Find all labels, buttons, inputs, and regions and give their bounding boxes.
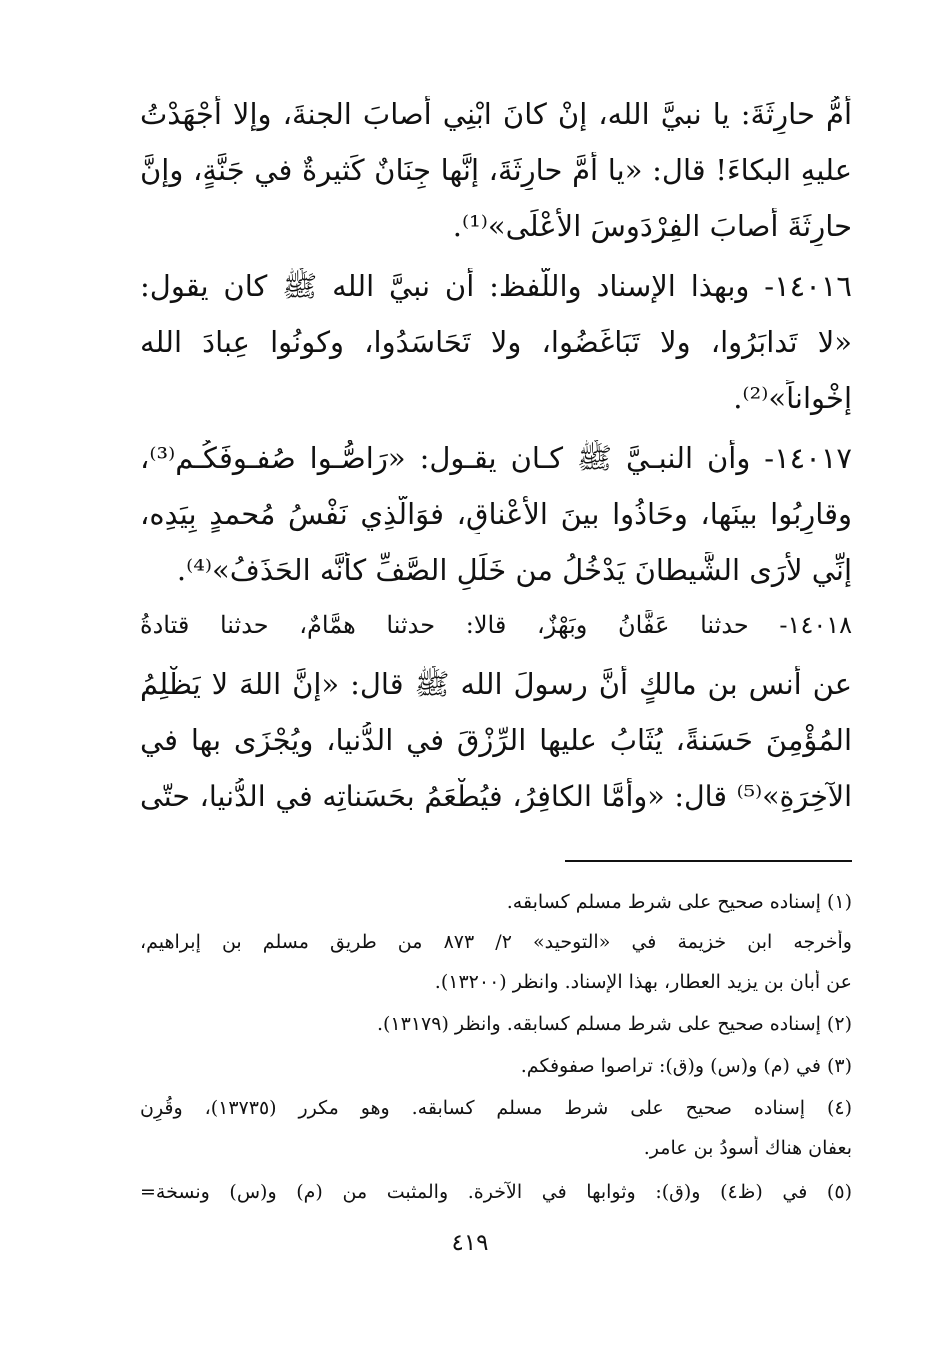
hadith-14017-line: ١٤٠١٧- وأن النبـيَّ ﷺ كـان يقـول: «رَاصُّـوا صُفـوفَكُـم⁽³⁾، [140,441,852,475]
footnote-line: (٤) إسناده صحيح على شرط مسلم كسابقه. وهو مكرر (١٣٧٣٥)، وقُرِن [140,1097,852,1119]
main-text-line: إنِّي لأَرَى الشَّيطانَ يَدْخُلُ من خَلَلِ الصَّفِّ كأنَّه الحَذَفُ»⁽⁴⁾. [176,553,852,587]
main-text-line: الآخِرَةِ»⁽⁵⁾ قال: «وأمَّا الكافِرُ، فيُطْعَمُ بحَسَناتِه في الدُّنيا، حتّى [140,780,852,813]
main-text-line: وقارِبُوا بينَها، وحَاذُوا بينَ الأَعْناقِ، فوَالَّذِي نَفْسُ مُحمدٍ بِيَدِه، [140,497,852,531]
footnote-line: وأخرجه ابن خزيمة في «التوحيد» ٢/ ٨٧٣ من طريق مسلم بن إبراهيم، [140,931,852,953]
main-text-line: حارِثَةَ أَصابَ الفِرْدَوسَ الأَعْلَى»⁽¹⁾. [452,209,852,243]
footnote-line: (١) إسناده صحيح على شرط مسلم كسابقه. [506,891,852,913]
main-text-line: أُمُّ حارِثَةَ: يا نبيَّ الله، إنْ كانَ ابْنِي أَصابَ الجنةَ، وإلا أَجْهَدْتُ [140,97,852,131]
hadith-14016-line: ١٤٠١٦- وبهذا الإسناد واللَّفظ: أن نبيَّ الله ﷺ كان يقول: [140,269,852,303]
footnote-separator [565,860,852,862]
main-text-line: إخْواناً»⁽²⁾. [733,381,852,415]
main-text-line: «لا تَدابَرُوا، ولا تَبَاغَضُوا، ولا تَحَاسَدُوا، وكونُوا عِبادَ الله [140,325,852,359]
main-text-line: عن أَنس بن مالكٍ أَنَّ رسولَ الله ﷺ قال: «إنَّ اللهَ لا يَظْلِمُ [140,667,852,701]
footnote-line: بعفان هناك أسودُ بن عامر. [643,1137,852,1159]
footnote-line: عن أبان بن يزيد العطار، بهذا الإسناد. وانظر (١٣٢٠٠). [434,971,852,993]
footnote-line: (٥) في (ظ٤) و(ق): وثوابها في الآخرة. والمثبت من (م) و(س) ونسخة= [140,1181,852,1203]
main-text-line: المُؤْمِنَ حَسَنةً، يُثَابُ عليها الرِّزْقَ في الدُّنيا، ويُجْزَى بها في [140,723,852,757]
footnote-line: (٢) إسناده صحيح على شرط مسلم كسابقه. وانظر (١٣١٧٩). [376,1013,852,1035]
page-number: ٤١٩ [451,1230,489,1256]
footnote-line: (٣) في (م) و(س) و(ق): تراصوا صفوفكم. [520,1055,852,1077]
main-text-line: عليهِ البكاءَ! قال: «يا أُمَّ حارِثَةَ، إنَّها جِنَانٌ كَثيرةٌ في جَنَّةٍ، وإنَّ [140,153,852,187]
hadith-14018-isnad: ١٤٠١٨- حدثنا عَفَّانُ وبَهْزٌ، قالا: حدثنا همَّامٌ، حدثنا قتادةُ [140,611,852,639]
